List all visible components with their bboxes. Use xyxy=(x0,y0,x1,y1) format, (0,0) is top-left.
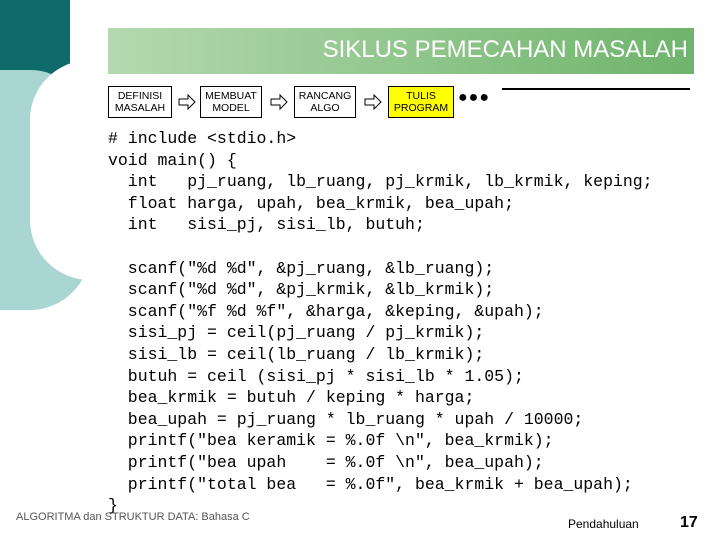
step-membuat-model xyxy=(200,86,262,118)
arrow-right-icon xyxy=(270,94,288,110)
footer-course-title: ALGORITMA dan STRUKTUR DATA: Bahasa C xyxy=(16,511,250,523)
step-label-line1: DEFINISI xyxy=(117,90,163,102)
code-line: void main() { xyxy=(108,150,237,170)
code-line: printf("bea keramik = %.0f \n", bea_krmik); xyxy=(108,431,554,451)
code-line: printf("bea upah = %.0f \n", bea_upah); xyxy=(108,452,544,472)
divider-line xyxy=(502,88,690,90)
problem-solving-flow xyxy=(108,86,608,122)
code-line: float harga, upah, bea_krmik, bea_upah; xyxy=(108,193,514,213)
code-line: scanf("%d %d", &pj_ruang, &lb_ruang); xyxy=(108,258,495,278)
more-steps-icon: ●●● xyxy=(458,89,490,106)
footer-section: Pendahuluan xyxy=(568,517,639,531)
step-definisi-masalah xyxy=(108,86,172,118)
code-line: bea_upah = pj_ruang * lb_ruang * upah / 10000; xyxy=(108,409,584,429)
step-label-line2: PROGRAM xyxy=(393,102,449,114)
step-label-line1: TULIS xyxy=(406,90,436,102)
code-line: scanf("%d %d", &pj_krmik, &lb_krmik); xyxy=(108,280,495,300)
decorative-white-curve xyxy=(30,60,110,280)
page-number: 17 xyxy=(680,514,698,531)
code-block xyxy=(108,128,653,517)
step-label-line2: MODEL xyxy=(212,102,250,114)
step-label-line2: ALGO xyxy=(310,102,340,114)
arrow-right-icon xyxy=(178,94,196,110)
step-label-line1: MEMBUAT xyxy=(205,90,257,102)
code-line: printf("total bea = %.0f", bea_krmik + bea_upah); xyxy=(108,474,633,494)
step-label-line2: MASALAH xyxy=(114,102,166,114)
step-tulis-program xyxy=(388,86,454,118)
code-line: butuh = ceil (sisi_pj * sisi_lb * 1.05); xyxy=(108,366,524,386)
step-rancang-algo xyxy=(294,86,356,118)
title-bar xyxy=(108,28,694,74)
code-line: int pj_ruang, lb_ruang, pj_krmik, lb_krmik, keping; xyxy=(108,172,653,192)
code-line: int sisi_pj, sisi_lb, butuh; xyxy=(108,215,425,235)
step-label-line1: RANCANG xyxy=(298,90,352,102)
code-line: scanf("%f %d %f", &harga, &keping, &upah); xyxy=(108,301,544,321)
code-line: bea_krmik = butuh / keping * harga; xyxy=(108,388,475,408)
code-line: sisi_lb = ceil(lb_ruang / lb_krmik); xyxy=(108,344,485,364)
code-line: } xyxy=(108,496,118,516)
slide-title: SIKLUS PEMECAHAN MASALAH xyxy=(322,36,688,63)
code-line: sisi_pj = ceil(pj_ruang / pj_krmik); xyxy=(108,323,485,343)
arrow-right-icon xyxy=(364,94,382,110)
code-line: # include <stdio.h> xyxy=(108,129,297,148)
